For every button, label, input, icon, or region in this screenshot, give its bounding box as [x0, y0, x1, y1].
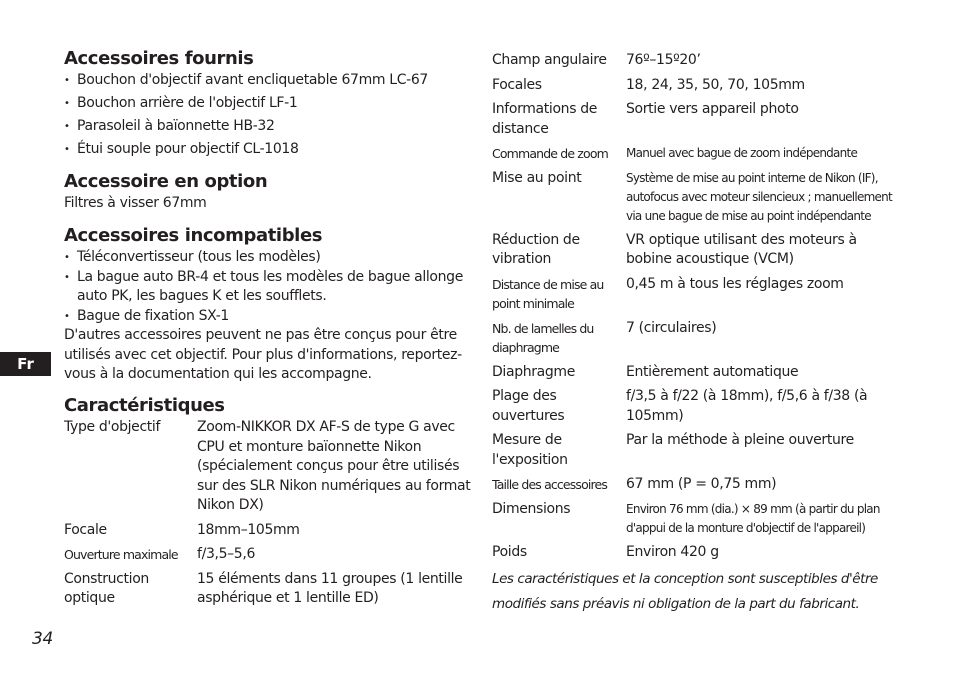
language-tab: Fr [0, 352, 51, 376]
spec-label: Distance de mise au point minimale [492, 276, 604, 311]
spec-row [492, 100, 902, 139]
spec-label: Focales [492, 76, 542, 93]
spec-label: Poids [492, 543, 527, 560]
text-accessoire-option: Filtres à visser 67mm [64, 195, 207, 211]
spec-row [492, 51, 902, 71]
list-accessoires-fournis [64, 71, 474, 160]
section-accessoire-option [64, 171, 474, 214]
spec-row [64, 521, 474, 541]
spec-value: 67 mm (P = 0,75 mm) [626, 476, 777, 492]
section-caracteristiques [64, 395, 474, 614]
heading-accessoires-incompatibles: Accessoires incompatibles [64, 225, 323, 246]
spec-label: Taille des accessoires [492, 477, 608, 492]
spec-row [492, 387, 902, 426]
spec-value: f/3,5–5,6 [197, 546, 256, 562]
list-item: • Étui souple pour objectif CL-1018 [64, 140, 474, 160]
spec-value: Zoom-NIKKOR DX AF-S de type G avec CPU et monture baïonnette Nikon (spécialement conçus pour être utilisés sur des SLR Nikon numériques au format Nikon DX) [197, 419, 471, 513]
spec-label: Type d'objectif [64, 419, 161, 435]
spec-row [64, 418, 474, 516]
list-accessoires-incompatibles [64, 248, 474, 326]
spec-value: Par la méthode à pleine ouverture [626, 432, 854, 448]
spec-row [492, 431, 902, 470]
section-accessoires-incompatibles [64, 225, 474, 385]
spec-label: Réduction de vibration [492, 231, 580, 267]
spec-row [492, 475, 902, 495]
spec-row [492, 319, 902, 358]
list-item: • Parasoleil à baïonnette HB-32 [64, 117, 474, 137]
heading-accessoires-fournis: Accessoires fournis [64, 48, 254, 69]
spec-row [492, 500, 902, 538]
spec-label: Ouverture maximale [64, 547, 178, 562]
spec-label: Mesure de l'exposition [492, 432, 568, 468]
spec-row [492, 231, 902, 270]
spec-value: 15 éléments dans 11 groupes (1 lentille asphérique et 1 lentille ED) [197, 570, 463, 606]
spec-value: 0,45 m à tous les réglages zoom [626, 275, 844, 292]
spec-row [64, 570, 474, 609]
spec-row [492, 169, 902, 226]
spec-row [64, 545, 474, 565]
spec-value: Sortie vers appareil photo [626, 101, 799, 117]
spec-value: VR optique utilisant des moteurs à bobine acoustique (VCM) [626, 231, 857, 267]
spec-row [492, 543, 902, 563]
spec-value: Manuel avec bague de zoom indépendante [626, 146, 858, 160]
spec-value: f/3,5 à f/22 (à 18mm), f/5,6 à f/38 (à 105mm) [626, 388, 868, 424]
spec-row [492, 144, 902, 164]
spec-label: Informations de distance [492, 101, 598, 137]
spec-row [492, 76, 902, 96]
spec-value: 7 (circulaires) [626, 319, 717, 336]
note-incompatibles: D'autres accessoires peuvent ne pas être conçus pour être utilisés avec cet objectif. Pour plus d'informations, reportez-vous à la documentation qui les accompagne. [64, 327, 462, 382]
spec-value: Environ 420 g [626, 543, 719, 560]
heading-accessoire-option: Accessoire en option [64, 171, 268, 192]
list-item: • Bouchon d'objectif avant encliquetable 67mm LC-67 [64, 71, 474, 91]
spec-label: Nb. de lamelles du diaphragme [492, 320, 594, 355]
spec-value: 18, 24, 35, 50, 70, 105mm [626, 76, 805, 93]
section-accessoires-fournis [64, 48, 474, 163]
list-item: • Bague de fixation SX-1 [64, 307, 474, 327]
spec-value: Système de mise au point interne de Nikon (IF), autofocus avec moteur silencieux ; manuellement via une bague de mise au point indépendante [626, 170, 892, 223]
spec-footnote: Les caractéristiques et la conception sont susceptibles d'être modifiés sans préavis ni obligation de la part du fabricant. [492, 571, 878, 612]
spec-label: Construction optique [64, 570, 149, 606]
right-column [492, 51, 902, 617]
spec-value: 76º–15º20’ [626, 52, 701, 68]
spec-row [492, 363, 902, 383]
list-item: • Bouchon arrière de l'objectif LF-1 [64, 94, 474, 114]
spec-label: Focale [64, 521, 107, 538]
spec-row [492, 275, 902, 314]
spec-label: Commande de zoom [492, 146, 608, 161]
spec-value: Entièrement automatique [626, 363, 799, 380]
spec-label: Diaphragme [492, 363, 575, 380]
spec-value: 18mm–105mm [197, 521, 300, 538]
spec-label: Dimensions [492, 500, 571, 517]
spec-label: Plage des ouvertures [492, 388, 565, 424]
spec-label: Champ angulaire [492, 52, 607, 68]
list-item: • La bague auto BR-4 et tous les modèles de bague allonge auto PK, les bagues K et les soufflets. [64, 268, 474, 307]
list-item: • Téléconvertisseur (tous les modèles) [64, 248, 474, 268]
page-number: 34 [32, 629, 54, 649]
spec-value: Environ 76 mm (dia.) × 89 mm (à partir du plan d'appui de la monture d'objectif de l'appareil) [626, 501, 880, 535]
heading-caracteristiques: Caractéristiques [64, 395, 225, 416]
spec-label: Mise au point [492, 169, 582, 186]
